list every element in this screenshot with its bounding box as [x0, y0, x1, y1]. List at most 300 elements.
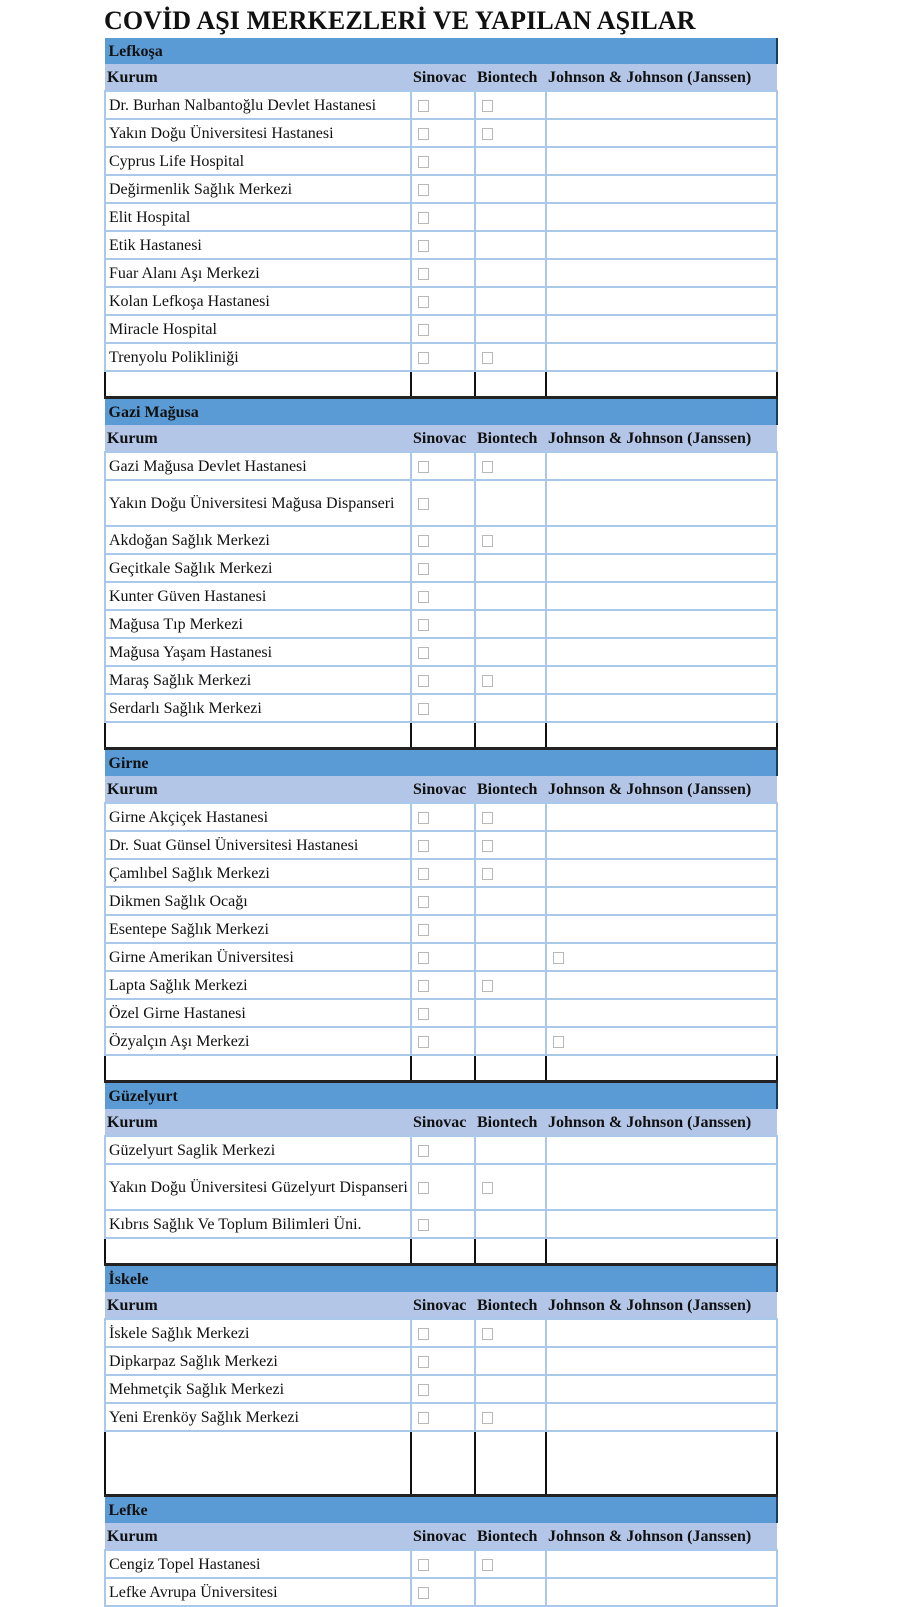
spacer-cell — [411, 722, 475, 749]
biontech-checkbox[interactable] — [482, 868, 493, 880]
janssen-cell — [546, 1550, 777, 1578]
table-row — [105, 666, 777, 694]
sinovac-cell — [411, 452, 475, 480]
spacer-cell — [475, 722, 546, 749]
sinovac-checkbox[interactable] — [418, 498, 429, 510]
region-header — [105, 1082, 777, 1110]
biontech-cell — [475, 694, 546, 722]
table-row — [105, 1550, 777, 1578]
sinovac-checkbox[interactable] — [418, 952, 429, 964]
sinovac-checkbox[interactable] — [418, 240, 429, 252]
janssen-cell — [546, 610, 777, 638]
biontech-cell — [475, 803, 546, 831]
janssen-cell — [546, 1027, 777, 1055]
table-row — [105, 526, 777, 554]
spacer-cell — [475, 1055, 546, 1082]
institution-name: Girne Amerikan Üniversitesi — [105, 943, 411, 971]
region-name: Gazi Mağusa — [105, 398, 777, 426]
column-header-institution: Kurum — [105, 1523, 411, 1550]
spacer-cell — [475, 371, 546, 398]
table-row — [105, 259, 777, 287]
janssen-cell — [546, 480, 777, 526]
column-header-biontech: Biontech — [475, 64, 546, 91]
janssen-cell — [546, 1164, 777, 1210]
sinovac-checkbox[interactable] — [418, 1412, 429, 1424]
institution-name: Trenyolu Polikliniği — [105, 343, 411, 371]
biontech-cell — [475, 526, 546, 554]
column-header-row — [105, 425, 777, 452]
table-row — [105, 831, 777, 859]
sinovac-checkbox[interactable] — [418, 1328, 429, 1340]
biontech-cell — [475, 203, 546, 231]
institution-name: Geçitkale Sağlık Merkezi — [105, 554, 411, 582]
table-row — [105, 175, 777, 203]
region-name: İskele — [105, 1265, 777, 1293]
janssen-cell — [546, 91, 777, 119]
sinovac-checkbox[interactable] — [418, 461, 429, 473]
janssen-cell — [546, 147, 777, 175]
column-header-sinovac: Sinovac — [411, 425, 475, 452]
spacer-cell — [105, 722, 411, 749]
table-row — [105, 859, 777, 887]
column-header-biontech: Biontech — [475, 1109, 546, 1136]
sinovac-checkbox[interactable] — [418, 100, 429, 112]
spacer-cell — [546, 722, 777, 749]
janssen-cell — [546, 887, 777, 915]
region-header — [105, 1496, 777, 1524]
institution-name: Cengiz Topel Hastanesi — [105, 1550, 411, 1578]
column-header-janssen: Johnson & Johnson (Janssen) — [546, 1292, 777, 1319]
biontech-cell — [475, 610, 546, 638]
institution-name: Özel Girne Hastanesi — [105, 999, 411, 1027]
janssen-cell — [546, 582, 777, 610]
janssen-cell — [546, 915, 777, 943]
biontech-checkbox[interactable] — [482, 352, 493, 364]
janssen-cell — [546, 452, 777, 480]
biontech-cell — [475, 554, 546, 582]
column-header-sinovac: Sinovac — [411, 1292, 475, 1319]
sinovac-cell — [411, 1136, 475, 1164]
table-row — [105, 1347, 777, 1375]
column-header-janssen: Johnson & Johnson (Janssen) — [546, 64, 777, 91]
column-header-row — [105, 1109, 777, 1136]
institution-name: Yakın Doğu Üniversitesi Güzelyurt Dispanseri — [105, 1164, 411, 1210]
biontech-cell — [475, 859, 546, 887]
biontech-checkbox[interactable] — [482, 1182, 493, 1194]
biontech-cell — [475, 343, 546, 371]
sinovac-checkbox[interactable] — [418, 1219, 429, 1231]
sinovac-checkbox[interactable] — [418, 868, 429, 880]
sinovac-checkbox[interactable] — [418, 1182, 429, 1194]
janssen-cell — [546, 943, 777, 971]
sinovac-cell — [411, 91, 475, 119]
sinovac-cell — [411, 610, 475, 638]
table-row — [105, 452, 777, 480]
institution-name: Çamlıbel Sağlık Merkezi — [105, 859, 411, 887]
sinovac-cell — [411, 1164, 475, 1210]
janssen-cell — [546, 859, 777, 887]
table-row — [105, 694, 777, 722]
spacer-row — [105, 1238, 777, 1265]
institution-name: Kunter Güven Hastanesi — [105, 582, 411, 610]
janssen-cell — [546, 315, 777, 343]
institution-name: Dikmen Sağlık Ocağı — [105, 887, 411, 915]
janssen-cell — [546, 1319, 777, 1347]
biontech-cell — [475, 1403, 546, 1431]
spacer-cell — [546, 371, 777, 398]
biontech-cell — [475, 287, 546, 315]
spacer-row — [105, 722, 777, 749]
column-header-institution: Kurum — [105, 64, 411, 91]
janssen-cell — [546, 971, 777, 999]
column-header-sinovac: Sinovac — [411, 776, 475, 803]
biontech-cell — [475, 231, 546, 259]
sinovac-checkbox[interactable] — [418, 1587, 429, 1599]
table-row — [105, 1319, 777, 1347]
table-row — [105, 91, 777, 119]
spacer-cell — [105, 1238, 411, 1265]
biontech-checkbox[interactable] — [482, 675, 493, 687]
sinovac-cell — [411, 203, 475, 231]
janssen-cell — [546, 287, 777, 315]
table-row — [105, 1164, 777, 1210]
sinovac-checkbox[interactable] — [418, 812, 429, 824]
institution-name: Miracle Hospital — [105, 315, 411, 343]
institution-name: Kıbrıs Sağlık Ve Toplum Bilimleri Üni. — [105, 1210, 411, 1238]
spacer-cell — [105, 1055, 411, 1082]
sinovac-cell — [411, 1347, 475, 1375]
column-header-row — [105, 64, 777, 91]
table-row — [105, 147, 777, 175]
sinovac-cell — [411, 147, 475, 175]
institution-name: Cyprus Life Hospital — [105, 147, 411, 175]
sinovac-cell — [411, 915, 475, 943]
table-row — [105, 1403, 777, 1431]
biontech-cell — [475, 147, 546, 175]
institution-name: Elit Hospital — [105, 203, 411, 231]
column-header-janssen: Johnson & Johnson (Janssen) — [546, 776, 777, 803]
sinovac-cell — [411, 1550, 475, 1578]
sinovac-cell — [411, 999, 475, 1027]
table-row — [105, 1136, 777, 1164]
table-row — [105, 971, 777, 999]
column-header-institution: Kurum — [105, 425, 411, 452]
institution-name: Dipkarpaz Sağlık Merkezi — [105, 1347, 411, 1375]
column-header-janssen: Johnson & Johnson (Janssen) — [546, 1523, 777, 1550]
column-header-sinovac: Sinovac — [411, 1523, 475, 1550]
biontech-cell — [475, 971, 546, 999]
spacer-cell — [475, 1238, 546, 1265]
sinovac-checkbox[interactable] — [418, 1008, 429, 1020]
region-header — [105, 398, 777, 426]
table-row — [105, 582, 777, 610]
sinovac-checkbox[interactable] — [418, 675, 429, 687]
sinovac-cell — [411, 231, 475, 259]
sinovac-checkbox[interactable] — [418, 840, 429, 852]
sinovac-cell — [411, 1578, 475, 1606]
sinovac-checkbox[interactable] — [418, 924, 429, 936]
janssen-checkbox[interactable] — [553, 952, 564, 964]
biontech-cell — [475, 582, 546, 610]
biontech-checkbox[interactable] — [482, 840, 493, 852]
table-row — [105, 1027, 777, 1055]
institution-name: Özyalçın Aşı Merkezi — [105, 1027, 411, 1055]
institution-name: Gazi Mağusa Devlet Hastanesi — [105, 452, 411, 480]
biontech-checkbox[interactable] — [482, 980, 493, 992]
sinovac-checkbox[interactable] — [418, 184, 429, 196]
biontech-cell — [475, 638, 546, 666]
sinovac-checkbox[interactable] — [418, 1145, 429, 1157]
sinovac-cell — [411, 315, 475, 343]
institution-name: Dr. Burhan Nalbantoğlu Devlet Hastanesi — [105, 91, 411, 119]
table-row — [105, 638, 777, 666]
institution-name: Mağusa Tıp Merkezi — [105, 610, 411, 638]
institution-name: Yakın Doğu Üniversitesi Hastanesi — [105, 119, 411, 147]
biontech-checkbox[interactable] — [482, 1328, 493, 1340]
table-row — [105, 554, 777, 582]
column-header-biontech: Biontech — [475, 776, 546, 803]
table-row — [105, 803, 777, 831]
sinovac-checkbox[interactable] — [418, 1356, 429, 1368]
institution-name: Esentepe Sağlık Merkezi — [105, 915, 411, 943]
spacer-cell — [546, 1238, 777, 1265]
janssen-cell — [546, 1375, 777, 1403]
sinovac-cell — [411, 638, 475, 666]
institution-name: Maraş Sağlık Merkezi — [105, 666, 411, 694]
spacer-row — [105, 371, 777, 398]
sinovac-checkbox[interactable] — [418, 535, 429, 547]
biontech-cell — [475, 1210, 546, 1238]
sinovac-cell — [411, 175, 475, 203]
sinovac-cell — [411, 971, 475, 999]
spacer-row — [105, 1055, 777, 1082]
janssen-cell — [546, 175, 777, 203]
sinovac-checkbox[interactable] — [418, 352, 429, 364]
table-row — [105, 343, 777, 371]
institution-name: Kolan Lefkoşa Hastanesi — [105, 287, 411, 315]
region-name: Lefke — [105, 1496, 777, 1524]
institution-name: Değirmenlik Sağlık Merkezi — [105, 175, 411, 203]
institution-name: Akdoğan Sağlık Merkezi — [105, 526, 411, 554]
spacer-cell — [411, 371, 475, 398]
biontech-cell — [475, 1375, 546, 1403]
table-row — [105, 480, 777, 526]
sinovac-cell — [411, 1319, 475, 1347]
biontech-checkbox[interactable] — [482, 812, 493, 824]
institution-name: Dr. Suat Günsel Üniversitesi Hastanesi — [105, 831, 411, 859]
biontech-cell — [475, 119, 546, 147]
janssen-cell — [546, 999, 777, 1027]
column-header-sinovac: Sinovac — [411, 64, 475, 91]
institution-name: Lapta Sağlık Merkezi — [105, 971, 411, 999]
column-header-row — [105, 776, 777, 803]
institution-name: Mağusa Yaşam Hastanesi — [105, 638, 411, 666]
sinovac-cell — [411, 694, 475, 722]
sinovac-checkbox[interactable] — [418, 563, 429, 575]
biontech-checkbox[interactable] — [482, 461, 493, 473]
table-row — [105, 887, 777, 915]
janssen-cell — [546, 1347, 777, 1375]
table-row — [105, 610, 777, 638]
spacer-cell — [546, 1055, 777, 1082]
table-row — [105, 1578, 777, 1606]
sinovac-cell — [411, 666, 475, 694]
biontech-cell — [475, 1136, 546, 1164]
vaccine-centers-table — [104, 38, 778, 1607]
biontech-cell — [475, 175, 546, 203]
table-row — [105, 287, 777, 315]
biontech-cell — [475, 1319, 546, 1347]
institution-name: Lefke Avrupa Üniversitesi — [105, 1578, 411, 1606]
sinovac-checkbox[interactable] — [418, 703, 429, 715]
biontech-checkbox[interactable] — [482, 128, 493, 140]
region-header — [105, 749, 777, 777]
column-header-janssen: Johnson & Johnson (Janssen) — [546, 1109, 777, 1136]
biontech-cell — [475, 831, 546, 859]
spacer-cell — [411, 1055, 475, 1082]
sinovac-checkbox[interactable] — [418, 296, 429, 308]
sinovac-cell — [411, 259, 475, 287]
region-header — [105, 38, 777, 64]
janssen-cell — [546, 1403, 777, 1431]
janssen-cell — [546, 119, 777, 147]
janssen-cell — [546, 694, 777, 722]
spacer-cell — [105, 371, 411, 398]
sinovac-cell — [411, 1210, 475, 1238]
biontech-checkbox[interactable] — [482, 1559, 493, 1571]
sinovac-checkbox[interactable] — [418, 619, 429, 631]
column-header-biontech: Biontech — [475, 1523, 546, 1550]
sinovac-checkbox[interactable] — [418, 980, 429, 992]
biontech-cell — [475, 1347, 546, 1375]
column-header-row — [105, 1292, 777, 1319]
janssen-cell — [546, 638, 777, 666]
table-row — [105, 203, 777, 231]
table-row — [105, 915, 777, 943]
biontech-cell — [475, 943, 546, 971]
sinovac-cell — [411, 554, 475, 582]
sinovac-checkbox[interactable] — [418, 647, 429, 659]
column-header-biontech: Biontech — [475, 1292, 546, 1319]
institution-name: Fuar Alanı Aşı Merkezi — [105, 259, 411, 287]
institution-name: Yeni Erenköy Sağlık Merkezi — [105, 1403, 411, 1431]
table-row — [105, 315, 777, 343]
janssen-cell — [546, 526, 777, 554]
biontech-checkbox[interactable] — [482, 100, 493, 112]
sinovac-checkbox[interactable] — [418, 128, 429, 140]
biontech-cell — [475, 999, 546, 1027]
sinovac-cell — [411, 119, 475, 147]
janssen-cell — [546, 343, 777, 371]
biontech-cell — [475, 452, 546, 480]
table-row — [105, 943, 777, 971]
sinovac-checkbox[interactable] — [418, 156, 429, 168]
biontech-cell — [475, 915, 546, 943]
institution-name: İskele Sağlık Merkezi — [105, 1319, 411, 1347]
biontech-cell — [475, 1164, 546, 1210]
biontech-checkbox[interactable] — [482, 1412, 493, 1424]
sinovac-cell — [411, 831, 475, 859]
institution-name: Serdarlı Sağlık Merkezi — [105, 694, 411, 722]
table-row — [105, 231, 777, 259]
sinovac-checkbox[interactable] — [418, 212, 429, 224]
janssen-cell — [546, 1578, 777, 1606]
biontech-cell — [475, 887, 546, 915]
sinovac-cell — [411, 1375, 475, 1403]
sinovac-cell — [411, 887, 475, 915]
column-header-institution: Kurum — [105, 1292, 411, 1319]
institution-name: Mehmetçik Sağlık Merkezi — [105, 1375, 411, 1403]
column-header-sinovac: Sinovac — [411, 1109, 475, 1136]
page-title: COVİD AŞI MERKEZLERİ VE YAPILAN AŞILAR — [104, 6, 696, 35]
region-name: Girne — [105, 749, 777, 777]
institution-name: Yakın Doğu Üniversitesi Mağusa Dispanseri — [105, 480, 411, 526]
biontech-cell — [475, 1027, 546, 1055]
sinovac-checkbox[interactable] — [418, 591, 429, 603]
column-header-institution: Kurum — [105, 1109, 411, 1136]
spacer-cell — [411, 1238, 475, 1265]
sinovac-checkbox[interactable] — [418, 1384, 429, 1396]
column-header-institution: Kurum — [105, 776, 411, 803]
biontech-cell — [475, 315, 546, 343]
sinovac-cell — [411, 343, 475, 371]
sinovac-cell — [411, 526, 475, 554]
column-header-biontech: Biontech — [475, 425, 546, 452]
page — [104, 0, 776, 1607]
sinovac-cell — [411, 943, 475, 971]
sinovac-cell — [411, 859, 475, 887]
janssen-cell — [546, 666, 777, 694]
janssen-cell — [546, 803, 777, 831]
column-header-janssen: Johnson & Johnson (Janssen) — [546, 425, 777, 452]
institution-name: Güzelyurt Saglik Merkezi — [105, 1136, 411, 1164]
table-row — [105, 1210, 777, 1238]
sinovac-checkbox[interactable] — [418, 896, 429, 908]
sinovac-cell — [411, 1403, 475, 1431]
janssen-cell — [546, 203, 777, 231]
biontech-cell — [475, 259, 546, 287]
sinovac-checkbox[interactable] — [418, 268, 429, 280]
sinovac-cell — [411, 1027, 475, 1055]
janssen-cell — [546, 831, 777, 859]
region-name: Güzelyurt — [105, 1082, 777, 1110]
table-row — [105, 119, 777, 147]
table-row — [105, 1375, 777, 1403]
janssen-cell — [546, 1210, 777, 1238]
spacer-cell — [475, 1431, 546, 1496]
region-name: Lefkoşa — [105, 38, 777, 64]
sinovac-checkbox[interactable] — [418, 324, 429, 336]
spacer-row — [105, 1431, 777, 1496]
biontech-cell — [475, 1550, 546, 1578]
sinovac-cell — [411, 480, 475, 526]
institution-name: Girne Akçiçek Hastanesi — [105, 803, 411, 831]
sinovac-cell — [411, 803, 475, 831]
sinovac-checkbox[interactable] — [418, 1036, 429, 1048]
biontech-checkbox[interactable] — [482, 535, 493, 547]
janssen-cell — [546, 231, 777, 259]
biontech-cell — [475, 91, 546, 119]
sinovac-checkbox[interactable] — [418, 1559, 429, 1571]
region-header — [105, 1265, 777, 1293]
institution-name: Etik Hastanesi — [105, 231, 411, 259]
sinovac-cell — [411, 582, 475, 610]
janssen-checkbox[interactable] — [553, 1036, 564, 1048]
janssen-cell — [546, 1136, 777, 1164]
column-header-row — [105, 1523, 777, 1550]
spacer-cell — [546, 1431, 777, 1496]
janssen-cell — [546, 259, 777, 287]
